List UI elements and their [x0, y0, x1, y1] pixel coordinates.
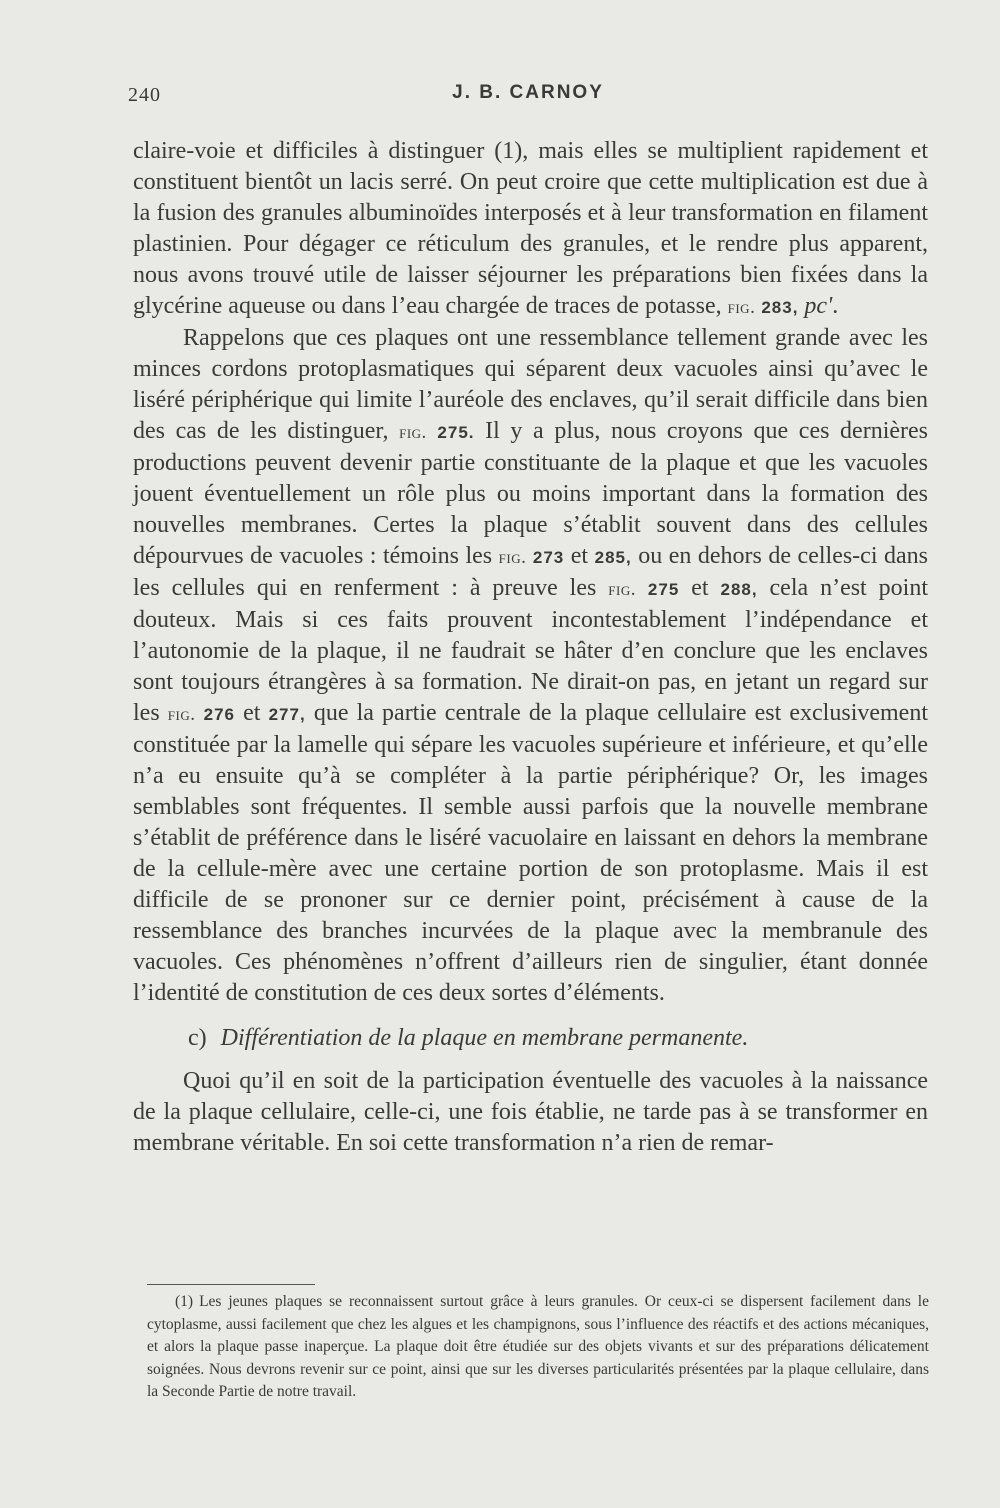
paragraph-2-text: Rappelons que ces plaques ont une ressemblance tellement grande avec les minces cordons protoplasmatiques qui séparent deux vacuoles ainsi qu’avec le liséré périphérique qui limite l’auréole des enclaves, qu’il serait difficile dans bien des cas de les distinguer, — [133, 325, 928, 444]
italic-term: pc' — [804, 293, 833, 319]
page-header — [128, 80, 928, 110]
conjunction: et — [679, 575, 721, 601]
fig-number: 276 — [203, 705, 236, 724]
fig-reference: fig. — [727, 297, 756, 318]
fig-number: 273 — [532, 548, 565, 567]
fig-reference: fig. — [608, 579, 636, 600]
paragraph-2-text: Il y a plus, nous croyons que ces dernières productions peuvent devenir partie constituante de la plaque et que les vacuoles jouent éventuellement un rôle plus ou moins important dans la formation des nouvelles membranes. Certes la plaque s’établit souvent dans des cellules dépourvues de vacuoles : témoins les — [133, 418, 929, 569]
fig-number: 277, — [268, 705, 306, 724]
page-number: 240 — [128, 84, 161, 106]
paragraph-1 — [133, 136, 928, 323]
paragraph-3-text: Quoi qu’il en soit de la participation éventuelle des vacuoles à la naissance de la plaque cellulaire, celle-ci, une fois établie, ne tarde pas à se transformer en membrane véritable. En soi cette transformation n’a rien de remar- — [133, 1068, 928, 1156]
fig-number: 285, — [594, 548, 632, 567]
paragraph-2-text: que la partie centrale de la plaque cellulaire est exclusivement constituée par la lamelle qui sépare les vacuoles supérieure et inférieure, et qu’elle n’a eu ensuite qu’à se compléter à la partie périphérique? Or, les images semblables sont fréquentes. Il semble aussi parfois que la nouvelle membrane s’établit de préférence dans le liséré vacuolaire en laissant en dehors la membrane de la cellule-mère avec une certaine portion de son protoplasme. Mais il est difficile de se prononer sur ce dernier point, précisément à cause de la ressemblance des branches incurvées de la plaque avec la membranule des vacuoles. Ces phénomènes n’offrent d’ailleurs rien de singulier, étant donnée l’identité de constitution de ces deux sortes d’éléments. — [133, 700, 929, 1006]
paragraph-2-text: ou en dehors de celles-ci dans les cellules qui en renferment : à preuve les — [133, 543, 929, 601]
paragraph-1-tail: . — [832, 293, 839, 319]
fig-reference: fig. — [167, 704, 196, 725]
separator — [636, 575, 648, 601]
conjunction: et — [564, 543, 595, 569]
paragraph-1-text: claire-voie et difficiles à distinguer (1), mais elles se multiplient rapidement et constituent bientôt un lacis serré. On peut croire que cette multiplication est due à la fusion des granules albuminoïdes interposés et à leur transformation en filament plastinien. Pour dégager ce réticulum des granules, et le rendre plus apparent, nous avons trouvé utile de laisser séjourner les préparations bien fixées dans la glycérine aqueuse ou dans l’eau chargée de traces de potasse, — [133, 138, 928, 319]
fig-reference: fig. — [498, 547, 527, 568]
fig-number: 275. — [437, 423, 475, 442]
running-head: J. B. CARNOY — [452, 82, 604, 103]
paragraph-2-text: cela n’est point douteux. Mais si ces faits prouvent incontestablement l’indépendance et l’autonomie de la plaque, il ne faudrait se hâter d’en conclure que les enclaves sont toujours étrangères à sa formation. Ne dirait-on pas, en jetant un regard sur les — [133, 575, 929, 726]
paragraph-3 — [133, 1066, 928, 1159]
section-heading — [133, 1023, 928, 1054]
fig-reference: fig. — [399, 422, 427, 443]
footnote — [147, 1291, 929, 1404]
conjunction: et — [235, 700, 269, 726]
section-title: Différentiation de la plaque en membrane permanente. — [220, 1025, 749, 1051]
footnote-divider — [147, 1284, 315, 1285]
fig-number: 288, — [720, 580, 758, 599]
paragraph-2 — [133, 323, 928, 1009]
fig-number: 275 — [647, 580, 680, 599]
section-label: c) — [188, 1025, 207, 1051]
footnote-marker: (1) — [175, 1293, 194, 1310]
fig-number: 283, — [761, 298, 799, 317]
body-text — [133, 136, 928, 1159]
footnote-text: Les jeunes plaques se reconnaissent surtout grâce à leurs granules. Or ceux-ci se dispersent facilement dans le cytoplasme, aussi facilement que chez les algues et les champignons, sous l’influence des réactifs et des actions mécaniques, et alors la plaque passe inaperçue. La plaque doit être étudiée sur des objets vivants et sur des préparations délicatement soignées. Nous devrons revenir sur ce point, ainsi que sur les diverses particularités présentées par la plaque cellulaire, dans la Seconde Partie de notre travail. — [147, 1293, 929, 1400]
